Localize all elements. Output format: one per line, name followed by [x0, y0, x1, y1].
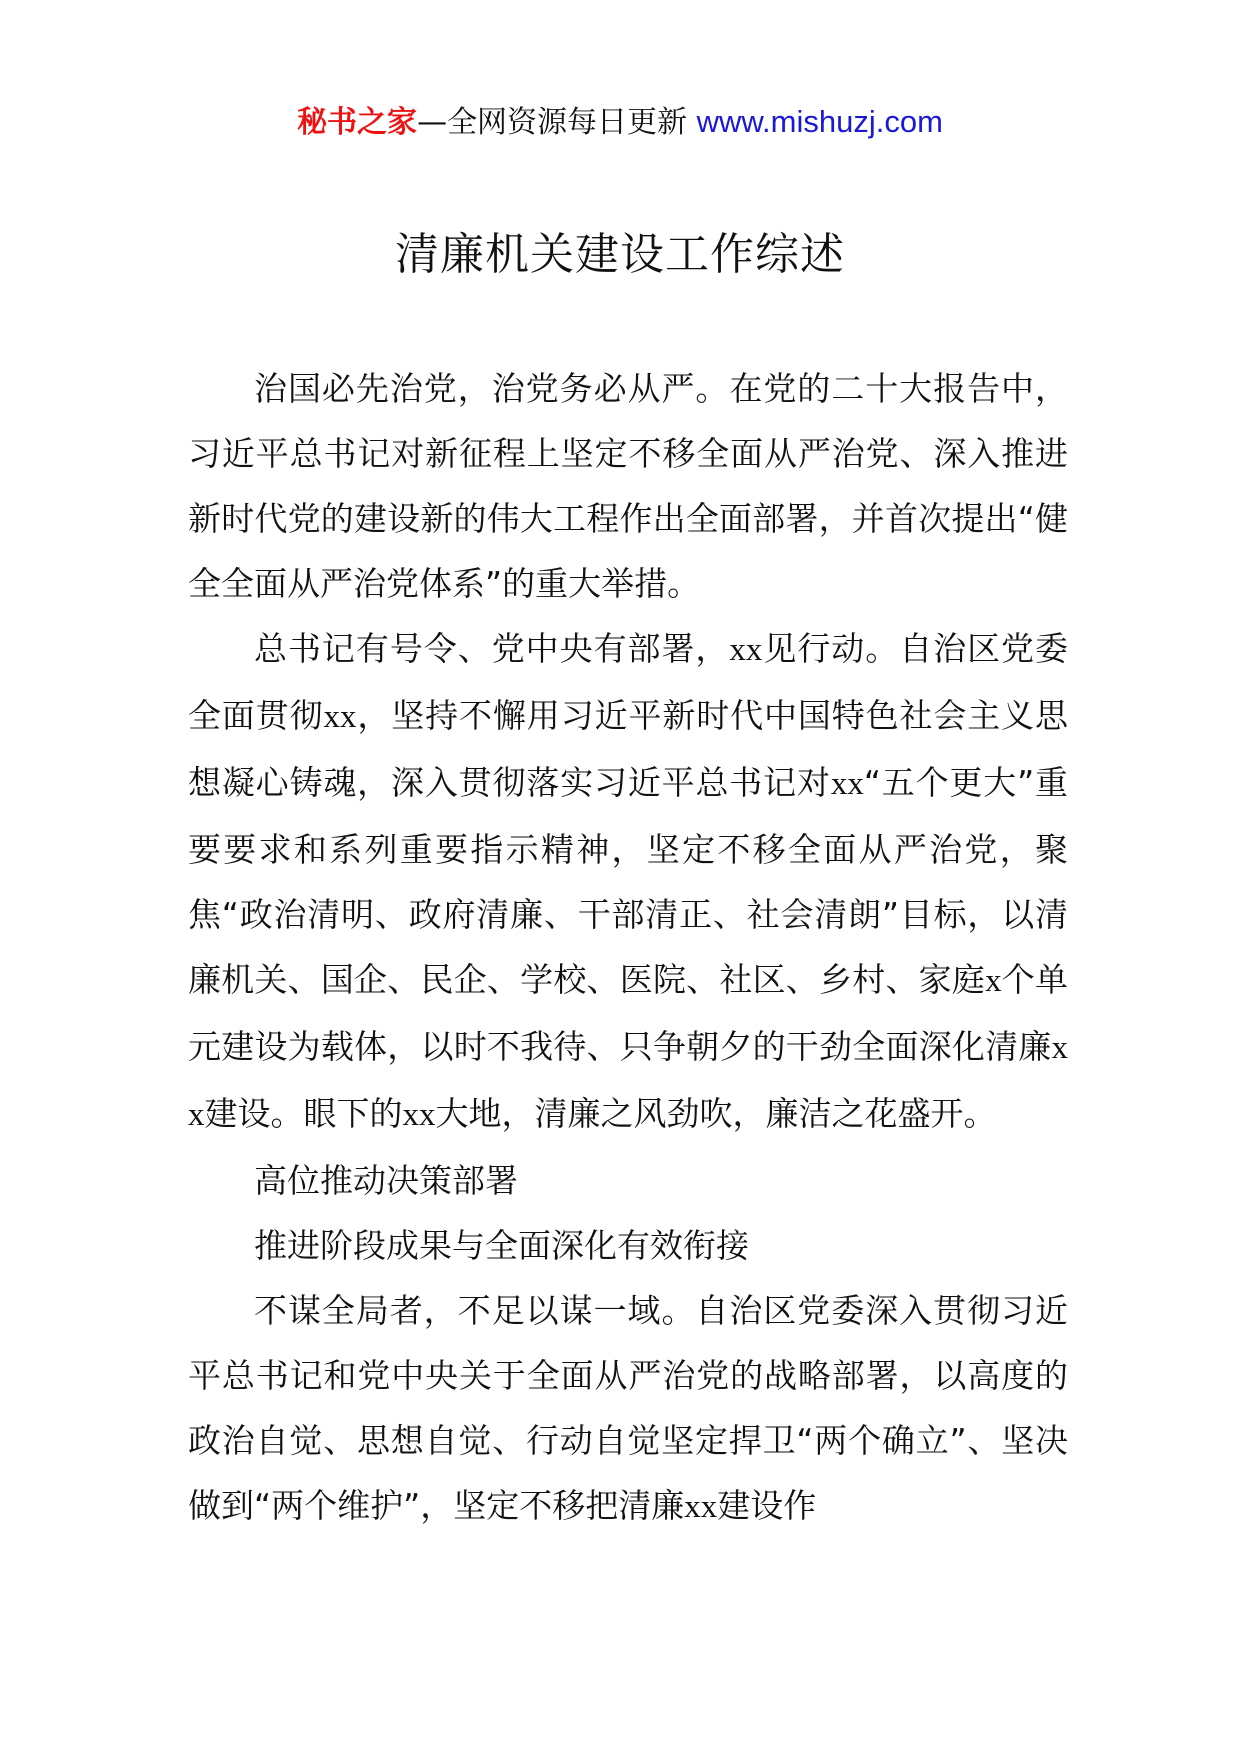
paragraph: 不谋全局者，不足以谋一域。自治区党委深入贯彻习近平总书记和党中央关于全面从严治党的战略部署，以高度的政治自觉、思想自觉、行动自觉坚定捍卫“两个确立”、坚决做到“两个维护”，坚定不移把清廉xx建设作: [188, 1291, 1068, 1525]
document-title: 清廉机关建设工作综述: [395, 229, 845, 280]
document-body: [188, 356, 1068, 1540]
site-tagline: —全网资源每日更新: [417, 105, 688, 140]
brand-name: 秘书之家: [297, 105, 418, 140]
section-heading: 高位推动决策部署: [254, 1161, 518, 1200]
subsection-heading: 推进阶段成果与全面深化有效衔接: [254, 1226, 749, 1265]
paragraph: 治国必先治党，治党务必从严。在党的二十大报告中，习近平总书记对新征程上坚定不移全面从严治党、深入推进新时代党的建设新的伟大工程作出全面部署，并首次提出“健全全面从严治党体系”的重大举措。: [188, 369, 1068, 603]
site-header: [0, 100, 1240, 145]
site-url-link[interactable]: www.mishuzj.com: [696, 104, 943, 139]
paragraph: 总书记有号令、党中央有部署，xx见行动。自治区党委全面贯彻xx，坚持不懈用习近平新时代中国特色社会主义思想凝心铸魂，深入贯彻落实习近平总书记对xx“五个更大”重要要求和系列重要指示精神，坚定不移全面从严治党，聚焦“政治清明、政府清廉、干部清正、社会清朗”目标，以清廉机关、国企、民企、学校、医院、社区、乡村、家庭x个单元建设为载体，以时不我待、只争朝夕的干劲全面深化清廉xx建设。眼下的xx大地，清廉之风劲吹，廉洁之花盛开。: [188, 629, 1069, 1133]
